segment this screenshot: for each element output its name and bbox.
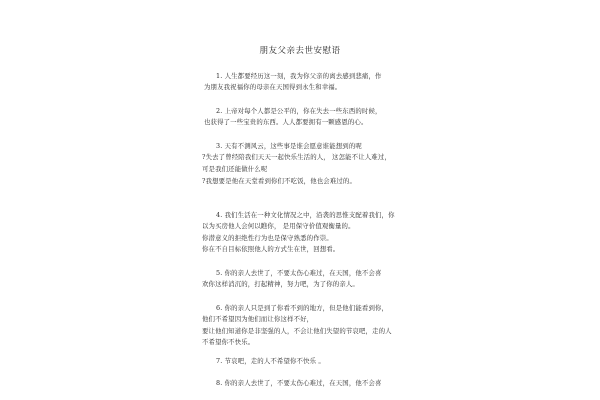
paragraph-6-line-3: 要让他们知道你是非坚强的人，不会让他们失望的节哀吧，走的人 <box>202 327 392 335</box>
paragraph-5-line-2: 欢你这样消沉的，打起精神，努力吧，为了你的亲人。 <box>202 280 359 288</box>
paragraph-4-line-4: 你在不自目标依照他人的方式生在世，回想看。 <box>202 245 340 253</box>
paragraph-1-line-1: 1. 人生都要经历这一刻，我为你父亲的离去感到悲痛，作 <box>216 72 382 80</box>
page-title: 朋友父亲去世安慰语 <box>259 46 341 56</box>
paragraph-6-line-1: 6. 你的亲人只是到了你看不到的地方，但是他们能看到你， <box>216 304 389 312</box>
paragraph-4-line-2: 以为买房他人会何以瞧你， 是用保守价值观衡量的。 <box>202 222 355 230</box>
paragraph-4-line-1: 4. 我们生活在一种文化情况之中，沿袭的思惟支配着我们，你 <box>216 211 395 219</box>
paragraph-7-line-1: 7. 节哀吧，走的人不希望你不快乐 。 <box>216 357 325 365</box>
paragraph-2-line-2: 也获得了一些宝贵的东西。人人都要拥有一颗感恩的心。 <box>204 118 368 126</box>
paragraph-1-line-2: 为朋友我祝福你的母亲在天国得到永生和幸福。 <box>204 83 342 91</box>
paragraph-3-line-1: 3. 天有不测风云，这些事是谁会愿意谁能想到的呢 <box>216 142 362 150</box>
paragraph-3-line-3: 可是我们还能做什么呢 <box>202 165 268 173</box>
paragraph-3-line-2: ?失去了曾经陪我们天天一起快乐生活的人， 这怎能不让人难过， <box>202 153 391 161</box>
paragraph-2-line-1: 2. 上帝对每个人都是公平的，你在失去一些东西的时候， <box>216 107 382 115</box>
paragraph-6-line-2: 他们不希望因为他们而让你这样不好， <box>202 315 314 323</box>
paragraph-4-line-3: 你潜意义的拒绝性行为也是保守熟悉的作崇。 <box>202 234 333 242</box>
paragraph-3-line-4: ?我想要是他在天堂看到你们不吃饭，他也会难过的。 <box>202 177 357 185</box>
paragraph-5-line-1: 5. 你的亲人去世了，不要太伤心难过，在天国，他不会喜 <box>216 269 382 277</box>
paragraph-6-line-4: 不希望你不快乐。 <box>202 338 255 346</box>
paragraph-8-line-1: 8. 你的亲人去世了，不要太伤心难过，在天国，他不会喜 <box>216 379 382 387</box>
